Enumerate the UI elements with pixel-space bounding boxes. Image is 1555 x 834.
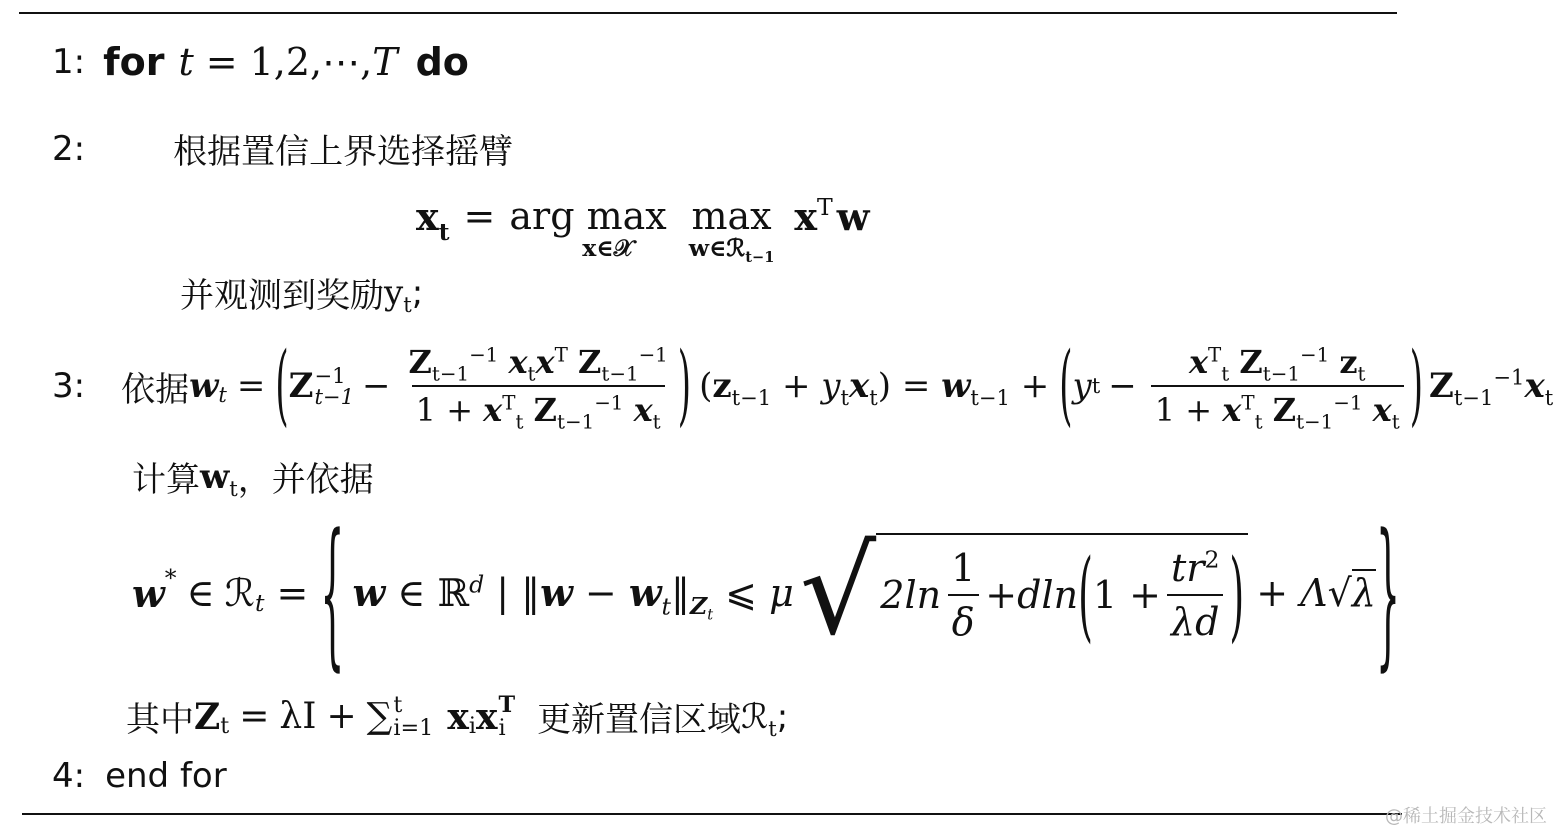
compute-text: 计算 [132,460,200,500]
x-transpose: $x^T$ [794,193,833,239]
do-keyword: do [415,40,469,84]
z-definition: Z t = λI + ∑ t i=1 x i x T i [194,692,516,741]
watermark-text: @稀土掘金技术社区 [1385,806,1547,827]
step-description: 依据 [121,369,190,410]
w-symbol: w [836,194,870,239]
equals-sign: = [463,194,496,238]
end-for-keyword: end for [105,756,227,796]
semicolon: ; [776,696,789,737]
algo-line-1 [52,40,469,84]
reward-text: 并观测到奖励 [180,276,384,316]
max-limit: w∈ℛ$_{t-1}$ [688,234,775,267]
argmax-limit: x∈𝒳 [582,234,634,262]
argmax-operator: arg max x∈𝒳 [509,194,667,262]
argmax-formula [416,193,870,267]
loop-end: T [372,40,398,84]
semicolon: ; [411,272,424,313]
region-symbol: ℛ$_t$ [741,696,777,742]
loop-variable: t [178,40,194,84]
max-operator: max w∈ℛ$_{t-1}$ [688,194,775,267]
loop-range: 1,2,⋯, [249,40,373,84]
line-number: 1: [52,42,86,82]
xt-symbol: $x_t$ [416,194,450,246]
algo-line-2 [52,124,513,173]
update-region-line [126,692,788,741]
where-text: 其中 [126,700,194,740]
algo-line-4 [52,756,227,796]
compute-text-2: 并依据 [271,460,374,500]
line-number: 3: [52,366,86,406]
step-description: 根据置信上界选择摇臂 [173,132,514,172]
equals-sign: = [205,40,238,84]
line-number: 4: [52,756,86,796]
comma: ， [237,460,272,500]
update-formula: w t = ( Z −1 t−1 − $\frac{Z_{t-1}^{-1} x_tx^T Z_{t-1}^{-1}}{1 + x^T_t Z_{t-1}^{-1} x_t}$ ) $(z_{t-1} + y_tx_t) = w_{t-1}$ + ( y t − $\frac{x^T_t Z_{t-1}^{-1} z_t}{1 + x^T_t Z_{t-1}^{-1} x_t}$ ) $Z_{t-1}^{-1}x_t$ [189,334,1554,438]
reward-line [180,268,423,317]
reward-symbol: $y_t$ [384,272,412,318]
line-number: 2: [52,128,86,169]
confidence-set-formula: w * ∈ ℛ t = { w ∈ ℝ$^d$ | ‖w − $w_t‖_{Z_t}$ ⩽ μ √ 2ln $\frac{1}{\delta}$ + dln ( 1 + $\frac{tr^2}{\lambda d}$ ) + Λ√λ } [132,500,1401,686]
algo-line-3 [52,332,1553,440]
bottom-rule [22,813,1402,815]
w-symbol: $w_t$ [200,456,238,502]
update-text: 更新置信区域 [537,700,742,740]
compute-line [132,452,374,501]
for-keyword: for [103,40,165,84]
top-rule [19,12,1397,14]
